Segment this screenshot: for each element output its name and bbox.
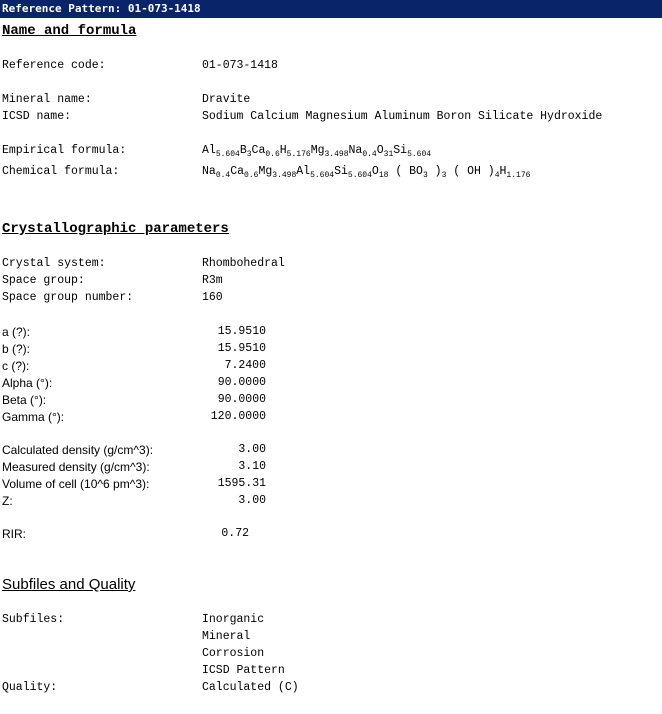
chemical-formula-label: Chemical formula:: [2, 165, 120, 178]
formula-subscript: 5.604: [310, 171, 335, 180]
formula-element: Na: [202, 165, 216, 178]
z-value: 3.00: [238, 494, 266, 507]
formula-element: Ca: [230, 165, 245, 178]
subfiles-row-4: [0, 664, 662, 681]
formula-element: Si: [334, 165, 348, 178]
space-group-number-row: [0, 291, 662, 308]
reference-code-value: 01-073-1418: [202, 59, 278, 72]
quality-value: Calculated (C): [202, 681, 299, 694]
cell-a-row: [0, 325, 662, 342]
calc-density-label: Calculated density (g/cm^3):: [2, 443, 154, 457]
beta-row: [0, 393, 662, 410]
z-row: [0, 494, 662, 511]
formula-element: Mg: [310, 144, 325, 157]
formula-element: Na: [348, 144, 363, 157]
rir-row: [0, 527, 662, 544]
space-group-value: R3m: [202, 274, 223, 287]
crystal-system-row: [0, 257, 662, 274]
formula-element: H: [279, 144, 287, 157]
formula-subscript: 18: [378, 171, 389, 180]
gamma-value: 120.0000: [210, 410, 266, 423]
space-group-label: Space group:: [2, 274, 85, 287]
cell-c-label: c (?):: [2, 359, 30, 373]
meas-density-value: 3.10: [238, 460, 266, 473]
chemical-formula-row: [0, 165, 662, 182]
section-heading-crystallographic: Crystallographic parameters: [2, 221, 229, 237]
quality-label: Quality:: [2, 681, 58, 694]
cell-b-label: b (?):: [2, 342, 31, 356]
subfile-item: Mineral: [202, 630, 251, 643]
formula-subscript: 0.6: [265, 150, 280, 159]
formula-element: B: [239, 144, 247, 157]
rir-label: RIR:: [2, 527, 26, 541]
formula-subscript: 3.498: [324, 150, 349, 159]
formula-subscript: 5.604: [347, 171, 372, 180]
empirical-formula-value: [202, 144, 431, 157]
formula-element: O: [371, 165, 379, 178]
z-label: Z:: [2, 494, 13, 508]
empirical-formula-row: [0, 144, 662, 161]
space-group-number-label: Space group number:: [2, 291, 134, 304]
rir-value: 0.72: [221, 527, 249, 540]
subfiles-row-3: [0, 647, 662, 664]
formula-subscript: 3: [441, 171, 447, 180]
cell-a-value: 15.9510: [217, 325, 266, 338]
cell-c-value: 7.2400: [224, 359, 266, 372]
section-heading-subfiles-quality: Subfiles and Quality: [2, 576, 136, 593]
formula-element: Ca: [251, 144, 266, 157]
beta-label: Beta (°):: [2, 393, 47, 407]
beta-value: 90.0000: [217, 393, 266, 406]
cell-volume-label: Volume of cell (10^6 pm^3):: [2, 477, 150, 491]
formula-element: ( BO: [388, 165, 423, 178]
icsd-name-value: Sodium Calcium Magnesium Aluminum Boron Silicate Hydroxide: [202, 110, 603, 123]
formula-element: H: [499, 165, 507, 178]
window-title: Reference Pattern: 01-073-1418: [2, 2, 201, 15]
section-heading-name-formula: Name and formula: [2, 23, 137, 39]
formula-subscript: 4: [494, 171, 500, 180]
formula-element: ( OH ): [446, 165, 495, 178]
subfiles-row-2: [0, 630, 662, 647]
reference-code-row: [0, 59, 662, 76]
mineral-name-row: [0, 93, 662, 110]
cell-volume-row: [0, 477, 662, 494]
window-title-bar[interactable]: [0, 0, 662, 18]
gamma-label: Gamma (°):: [2, 410, 65, 424]
formula-subscript: 5.176: [286, 150, 311, 159]
crystal-system-value: Rhombohedral: [202, 257, 285, 270]
cell-b-value: 15.9510: [217, 342, 266, 355]
meas-density-row: [0, 460, 662, 477]
formula-subscript: 5.604: [215, 150, 240, 159]
formula-subscript: 0.6: [244, 171, 259, 180]
subfiles-label: Subfiles:: [2, 613, 65, 626]
formula-element: Mg: [258, 165, 273, 178]
formula-subscript: 3: [246, 150, 252, 159]
cell-a-label: a (?):: [2, 325, 31, 339]
calc-density-row: [0, 443, 662, 460]
formula-element: Si: [393, 144, 408, 157]
formula-subscript: 3.498: [272, 171, 297, 180]
empirical-formula-label: Empirical formula:: [2, 144, 127, 157]
icsd-name-row: [0, 110, 662, 127]
quality-row: [0, 681, 662, 698]
chemical-formula-value: [202, 165, 530, 178]
formula-subscript: 31: [383, 150, 394, 159]
gamma-row: [0, 410, 662, 427]
formula-subscript: 1.176: [506, 171, 531, 180]
formula-subscript: 0.4: [215, 171, 231, 180]
subfiles-row: [0, 613, 662, 630]
space-group-number-value: 160: [202, 291, 223, 304]
cell-c-row: [0, 359, 662, 376]
alpha-row: [0, 376, 662, 393]
icsd-name-label: ICSD name:: [2, 110, 72, 123]
subfile-item: Inorganic: [202, 613, 265, 626]
mineral-name-value: Dravite: [202, 93, 251, 106]
formula-subscript: 5.604: [407, 150, 432, 159]
formula-element: Al: [296, 165, 311, 178]
alpha-value: 90.0000: [217, 376, 266, 389]
formula-element: ): [427, 165, 442, 178]
space-group-row: [0, 274, 662, 291]
cell-b-row: [0, 342, 662, 359]
formula-subscript: 0.4: [362, 150, 377, 159]
formula-element: O: [376, 144, 384, 157]
formula-subscript: 3: [422, 171, 428, 180]
formula-element: Al: [202, 144, 216, 157]
cell-volume-value: 1595.31: [217, 477, 266, 490]
mineral-name-label: Mineral name:: [2, 93, 92, 106]
meas-density-label: Measured density (g/cm^3):: [2, 460, 150, 474]
subfile-item: ICSD Pattern: [202, 664, 285, 677]
reference-code-label: Reference code:: [2, 59, 106, 72]
crystal-system-label: Crystal system:: [2, 257, 106, 270]
calc-density-value: 3.00: [238, 443, 266, 456]
subfile-item: Corrosion: [202, 647, 265, 660]
alpha-label: Alpha (°):: [2, 376, 53, 390]
